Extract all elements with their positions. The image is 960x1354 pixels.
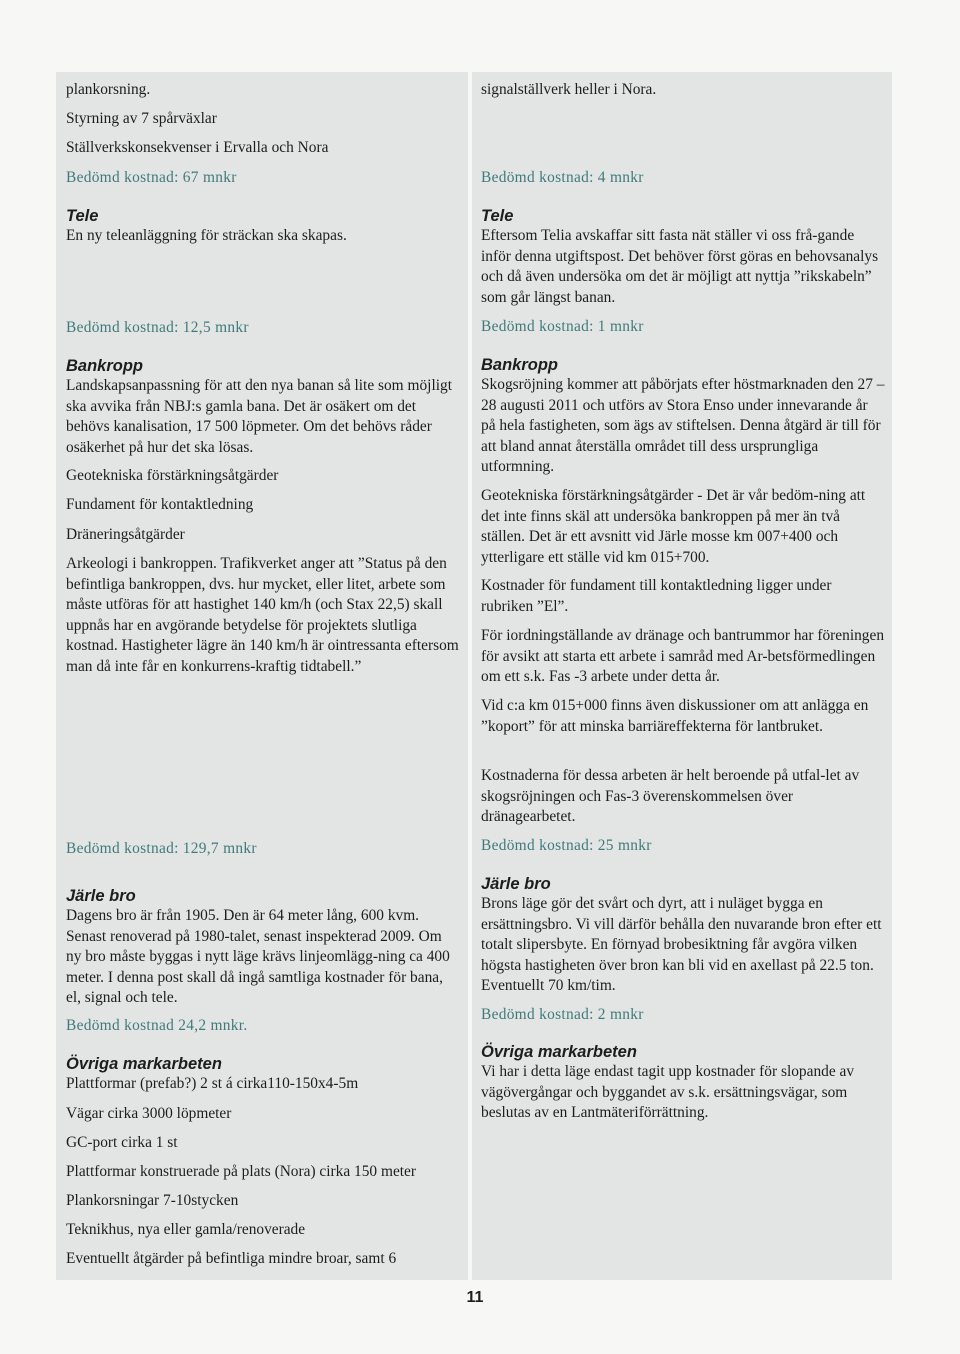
left-ovriga-4: Plattformar konstruerade på plats (Nora) cirka 150 meter	[66, 1163, 417, 1180]
left-tele-text: En ny teleanläggning för sträckan ska skapas.	[66, 227, 347, 244]
right-text-signal: signalställverk heller i Nora.	[481, 81, 657, 98]
right-heading-ovriga: Övriga markarbeten	[481, 1043, 637, 1061]
page-number: 11	[466, 1289, 484, 1306]
left-cost-67: Bedömd kostnad: 67 mnkr	[66, 169, 237, 186]
right-bankropp-text: Skogsröjning kommer att påbörjats efter höstmarknaden den 27 – 28 augusti 2011 och utförs av Stora Enso under innevarande år på hela fastigheten, som ägs av stiftelsen. Denna åtgärd är till för att bland annat återställa området till dess ursprungliga utformning.	[481, 376, 885, 475]
left-text-styrning: Styrning av 7 spårväxlar	[66, 110, 217, 127]
left-heading-bankropp: Bankropp	[66, 357, 144, 375]
left-cost-129-7: Bedömd kostnad: 129,7 mnkr	[66, 840, 257, 857]
left-ovriga-7: Eventuellt åtgärder på befintliga mindre broar, samt 6	[66, 1250, 397, 1267]
left-dranering: Dräneringsåtgärder	[66, 526, 185, 543]
left-text-plankorsning: plankorsning.	[66, 81, 151, 98]
left-geo: Geotekniska förstärkningsåtgärder	[66, 467, 279, 484]
left-heading-ovriga: Övriga markarbeten	[66, 1055, 222, 1073]
left-ovriga-6: Teknikhus, nya eller gamla/renoverade	[66, 1221, 306, 1238]
left-jarle-text: Dagens bro är från 1905. Den är 64 meter lång, 600 kvm. Senast renoverad på 1980-talet, senast inspekterad 2009. Om ny bro måste byggas i nytt läge krävs linjeomlägg-ning ca 400 meter. I denna post skall då ingå samtliga kostnader för bana, el, signal och tele.	[66, 907, 450, 1006]
left-cost-12-5: Bedömd kostnad: 12,5 mnkr	[66, 319, 249, 336]
right-cost-4: Bedömd kostnad: 4 mnkr	[481, 169, 644, 186]
right-column	[472, 72, 892, 1280]
left-cost-24-2: Bedömd kostnad 24,2 mnkr.	[66, 1017, 248, 1034]
left-ovriga-5: Plankorsningar 7-10stycken	[66, 1192, 239, 1209]
left-heading-jarle: Järle bro	[66, 887, 136, 905]
right-cost-1: Bedömd kostnad: 1 mnkr	[481, 318, 644, 335]
left-bankropp-text: Landskapsanpassning för att den nya banan så lite som möjligt ska avvika från NBJ:s gamla bana. Det är osäkert om det behövs kanalisation, 17 500 löpmeter. Om det behövs råder osäkerhet på hur det ska lösas.	[66, 377, 452, 456]
right-heading-jarle: Järle bro	[481, 875, 551, 893]
right-jarle-text: Brons läge gör det svårt och dyrt, att i nuläget bygga en ersättningsbro. Vi vill därför behålla den nuvarande bron efter ett totalt slipersbyte. En förnyad brobesiktning får avgöra vilken högsta hastigheten över bron kan bli vid en axellast på 22.5 ton. Eventuellt 70 km/tim.	[481, 895, 882, 994]
right-geo-text: Geotekniska förstärkningsåtgärder - Det är vår bedöm-ning att det inte finns skäl att undersöka bankroppen på mer än två ställen. Det är ett avsnitt vid Järle mosse km 007+400 och ytterligare ett ställe vid km 015+700.	[481, 487, 866, 566]
left-fundament: Fundament för kontaktledning	[66, 496, 254, 513]
right-iordning-text: För iordningställande av dränage och bantrummor har föreningen för avsikt att starta ett arbete i samråd med Ar-betsförmedlingen om ett s.k. Fas -3 arbete under detta år.	[481, 627, 885, 685]
left-arkeologi: Arkeologi i bankroppen. Trafikverket anger att ”Status på den befintliga bankroppen, dvs. hur mycket, eller litet, arbete som måste utföras för att hastighet 140 km/h (och Stax 22,5) skall uppnås har en avgörande betydelse för projektets slutliga kostnad. Hastigheter lägre än 140 km/h är ointressanta eftersom man då inte får en konkurrens-kraftig tidtabell.”	[66, 555, 459, 675]
left-ovriga-1: Plattformar (prefab?) 2 st á cirka110-150x4-5m	[66, 1075, 359, 1092]
left-ovriga-2: Vägar cirka 3000 löpmeter	[66, 1105, 232, 1122]
right-kostnader-text: Kostnader för fundament till kontaktledning ligger under rubriken ”El”.	[481, 577, 832, 615]
left-ovriga-3: GC-port cirka 1 st	[66, 1134, 178, 1151]
right-heading-tele: Tele	[481, 207, 514, 225]
left-heading-tele: Tele	[66, 207, 99, 225]
left-column	[56, 72, 468, 1280]
left-text-stallverk: Ställverkskonsekvenser i Ervalla och Nora	[66, 139, 329, 156]
right-vid-text: Vid c:a km 015+000 finns även diskussioner om att anlägga en ”koport” för att minska barriäreffekterna för lantbruket.	[481, 697, 869, 735]
right-ovriga-text: Vi har i detta läge endast tagit upp kostnader för slopande av vägövergångar och byggandet av s.k. ersättningsvägar, som beslutas av en Lantmäteriförrättning.	[481, 1063, 855, 1121]
right-cost-2: Bedömd kostnad: 2 mnkr	[481, 1006, 644, 1023]
right-tele-text: Eftersom Telia avskaffar sitt fasta nät ställer vi oss frå-gande inför denna utgiftspost. Det behöver först göras en behovsanalys och då även undersöka om det är möjligt att nyttja ”rikskabeln” som går längst banan.	[481, 227, 879, 306]
right-heading-bankropp: Bankropp	[481, 356, 559, 374]
right-cost-25: Bedömd kostnad: 25 mnkr	[481, 837, 652, 854]
right-kostnaderna-text: Kostnaderna för dessa arbeten är helt beroende på utfal-let av skogsröjningen och Fas-3 överenskommelsen över dränagearbetet.	[481, 767, 860, 825]
